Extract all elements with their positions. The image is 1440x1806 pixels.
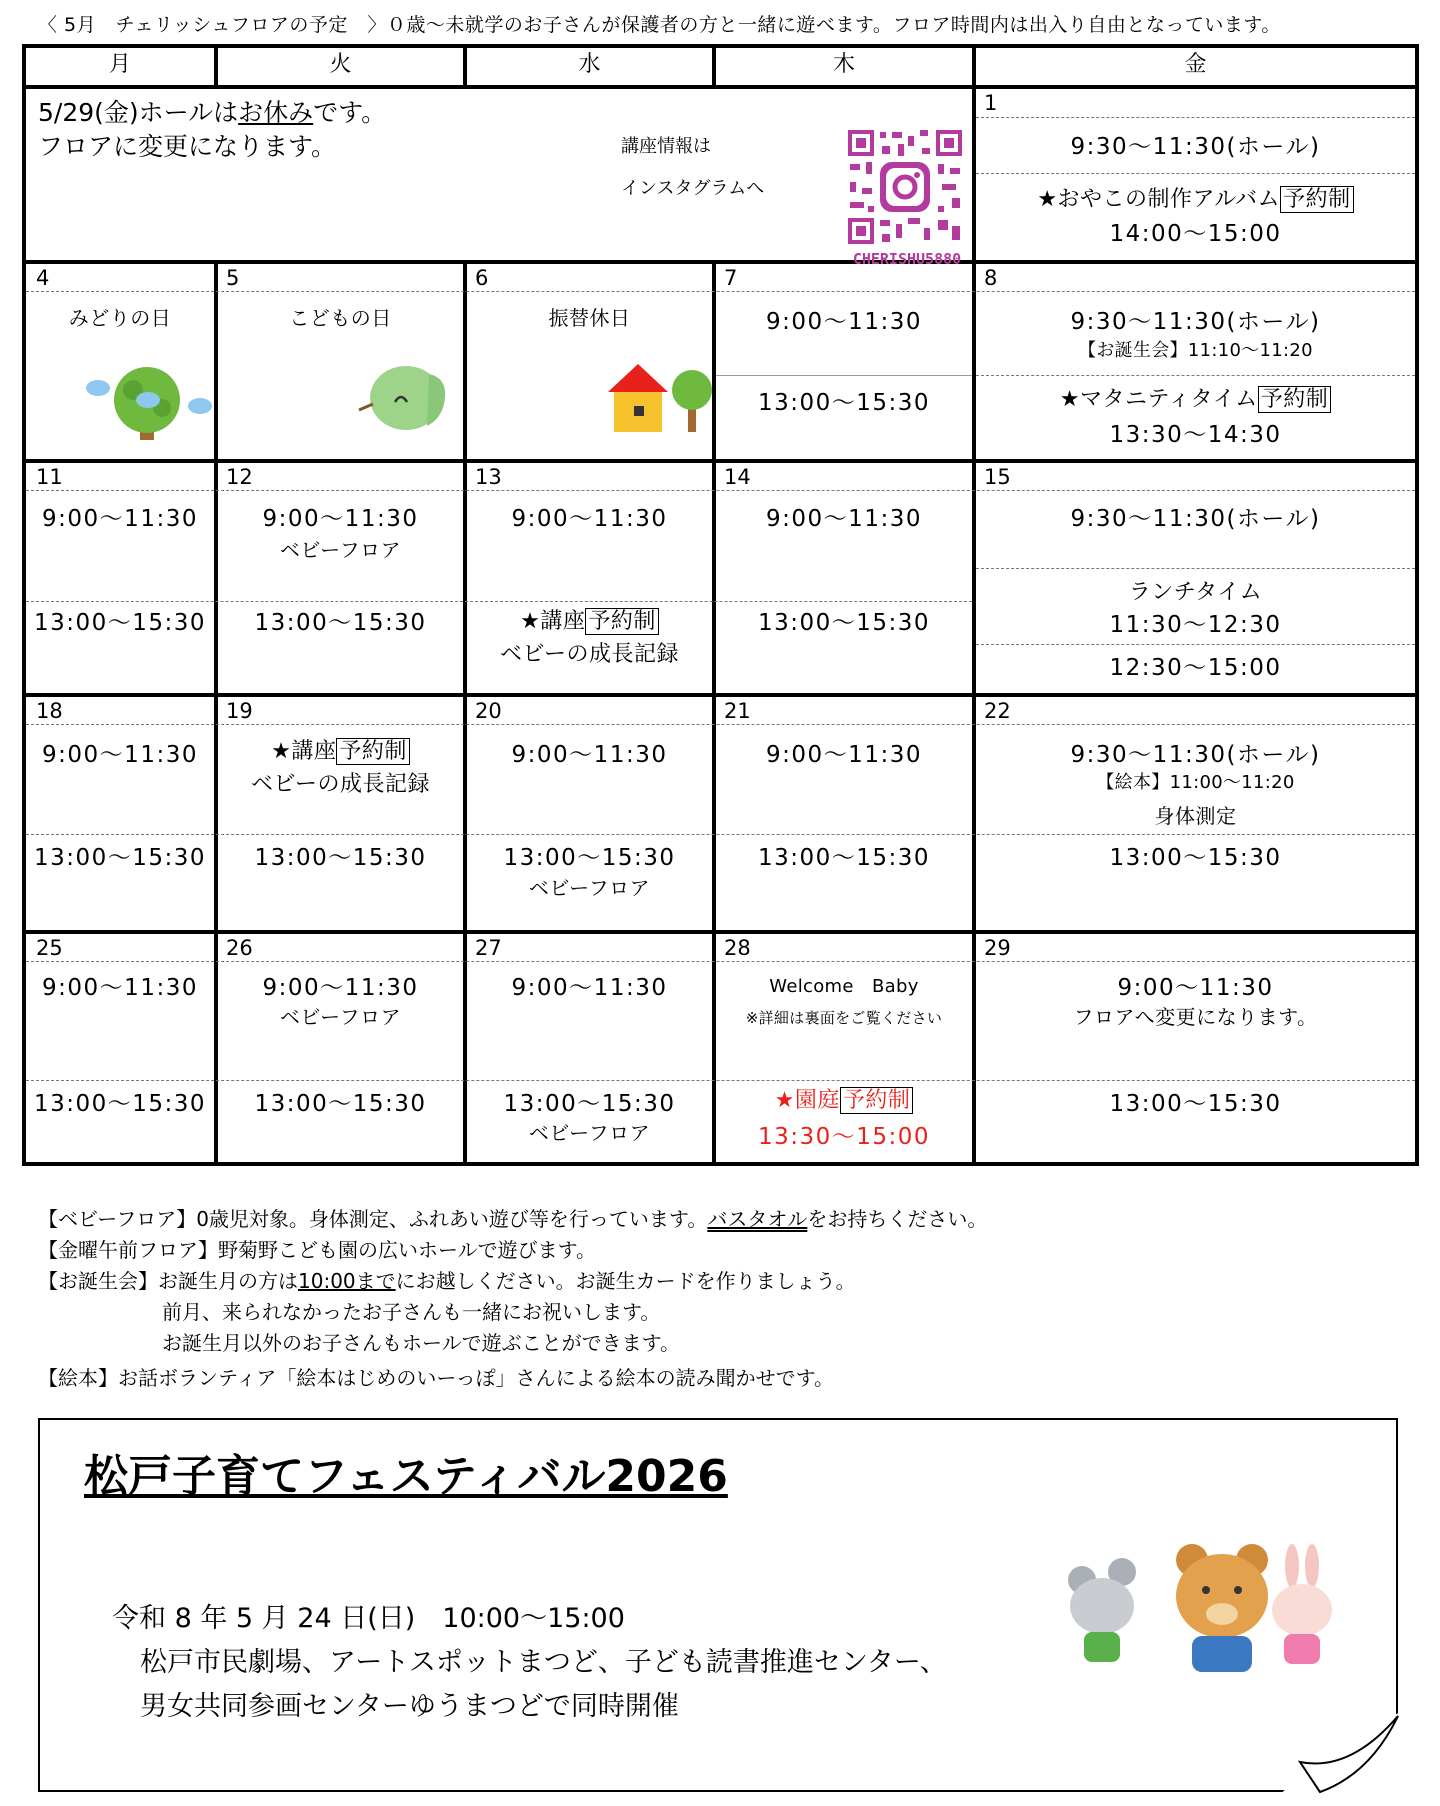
date-row-divider xyxy=(26,490,1415,491)
mon25-morning: 9:00～11:30 xyxy=(42,975,198,1001)
tue19-lecture-title: ベビーの成長記録 xyxy=(250,772,431,797)
wed13-morning: 9:00～11:30 xyxy=(511,506,668,532)
tree-illustration xyxy=(78,364,218,448)
date-21: 21 xyxy=(724,699,751,723)
date-4: 4 xyxy=(36,266,50,290)
fri29-afternoon: 13:00～15:30 xyxy=(1109,1091,1282,1117)
cell-divider xyxy=(976,568,1415,569)
thu14-afternoon: 13:00～15:30 xyxy=(757,610,931,636)
fri1-event-time: 14:00～15:00 xyxy=(1109,221,1282,247)
cell-divider xyxy=(976,117,1415,118)
date-28: 28 xyxy=(724,936,751,960)
wed27-afternoon: 13:00～15:30 xyxy=(503,1091,676,1117)
row-divider xyxy=(26,693,1415,697)
day-header-tue: 火 xyxy=(329,52,352,77)
page-header: 〈 5月 チェリッシュフロアの予定 〉０歳～未就学のお子さんが保護者の方と一緒に遊べます。フロア時間内は出入り自由となっています。 xyxy=(38,14,1281,36)
note-emphasis: 10:00まで xyxy=(298,1269,396,1293)
day-header-fri: 金 xyxy=(1184,52,1207,77)
fri8-maternity-time: 13:30～14:30 xyxy=(1109,422,1282,448)
fri15-lunch-time: 11:30～12:30 xyxy=(1109,612,1282,638)
date-8: 8 xyxy=(984,266,998,290)
row-divider xyxy=(26,930,1415,934)
thu21-afternoon: 13:00～15:30 xyxy=(757,845,931,871)
festival-venue-2: 男女共同参画センターゆうまつどで同時開催 xyxy=(140,1691,679,1722)
row-divider xyxy=(26,260,1415,264)
thu21-morning: 9:00～11:30 xyxy=(766,742,922,768)
day-header-wed: 水 xyxy=(578,52,601,77)
date-1: 1 xyxy=(984,91,998,115)
date-14: 14 xyxy=(724,465,751,489)
event-label: ★講座 xyxy=(520,609,586,634)
day-header-thu: 木 xyxy=(832,52,855,77)
fri1-event xyxy=(976,182,1415,213)
mon11-morning: 9:00～11:30 xyxy=(42,506,198,532)
fri29-morning: 9:00～11:30 xyxy=(1117,975,1274,1001)
tue26-morning: 9:00～11:30 xyxy=(262,975,419,1001)
thu7-morning: 9:00～11:30 xyxy=(766,309,922,335)
notice-text xyxy=(38,96,386,164)
note-birthday-2: 前月、来られなかったお子さんも一緒にお祝いします。 xyxy=(162,1300,661,1324)
cell-divider xyxy=(26,601,972,602)
thu28-garden xyxy=(716,1083,972,1114)
note-birthday-3: お誕生月以外のお子さんもホールで遊ぶことができます。 xyxy=(162,1331,680,1355)
event-label: ★園庭 xyxy=(774,1088,840,1113)
reservation-badge: 予約制 xyxy=(1280,186,1354,213)
date-row-divider xyxy=(26,961,1415,962)
cell-divider xyxy=(716,375,972,376)
cell-divider xyxy=(26,834,1415,835)
event-label: ★講座 xyxy=(271,739,337,764)
reservation-badge: 予約制 xyxy=(840,1087,914,1114)
note-friday: 【金曜午前フロア】野菊野こども園の広いホールで遊びます。 xyxy=(38,1238,596,1262)
note-emphasis: バスタオル xyxy=(707,1207,808,1231)
holiday-furikae: 振替休日 xyxy=(548,306,631,330)
fri22-picturebook: 【絵本】11:00～11:20 xyxy=(1096,772,1295,793)
date-7: 7 xyxy=(724,266,738,290)
note-text: 【お誕生会】お誕生月の方は xyxy=(38,1269,298,1293)
date-13: 13 xyxy=(475,465,502,489)
tue12-morning: 9:00～11:30 xyxy=(262,506,419,532)
wed27-morning: 9:00～11:30 xyxy=(511,975,668,1001)
cell-divider xyxy=(976,173,1415,174)
fri15-morning: 9:30～11:30(ホール) xyxy=(1070,506,1321,532)
tue19-lecture xyxy=(218,734,463,765)
tue26-babyfloor: ベビーフロア xyxy=(279,1005,402,1029)
day-header-mon: 月 xyxy=(108,52,131,77)
fri15-lunch: ランチタイム xyxy=(1128,580,1263,605)
note-text: 【ベビーフロア】0歳児対象。身体測定、ふれあい遊び等を行っています。 xyxy=(38,1207,708,1231)
date-25: 25 xyxy=(36,936,63,960)
festival-box xyxy=(38,1418,1398,1792)
event-label: ★マタニティタイム xyxy=(1059,387,1258,412)
fri22-measure: 身体測定 xyxy=(1154,804,1237,828)
qr-caption: CHERISHU5880 xyxy=(852,250,962,268)
fri8-morning: 9:30～11:30(ホール) xyxy=(1070,309,1321,335)
fri8-birthday: 【お誕生会】11:10～11:20 xyxy=(1078,340,1313,361)
festival-title: 松戸子育てフェスティバル2026 xyxy=(84,1451,728,1502)
thu28-detail: ※詳細は裏面をご覧ください xyxy=(745,1009,943,1027)
notice-line-1b: お休み xyxy=(238,98,314,127)
wed13-lecture-title: ベビーの成長記録 xyxy=(499,642,680,667)
tue12-afternoon: 13:00～15:30 xyxy=(254,610,427,636)
cell-divider xyxy=(26,1080,1415,1081)
date-19: 19 xyxy=(226,699,253,723)
reservation-badge: 予約制 xyxy=(585,608,659,635)
thu14-morning: 9:00～11:30 xyxy=(766,506,922,532)
cell-divider xyxy=(976,375,1415,376)
holiday-kodomo: こどもの日 xyxy=(289,306,392,330)
note-text: をお持ちください。 xyxy=(807,1207,988,1231)
notice-line-1a: 5/29(金)ホールは xyxy=(38,98,239,127)
thu28-garden-time: 13:30～15:00 xyxy=(757,1124,931,1150)
insta-text-1: 講座情報は xyxy=(621,136,711,157)
reservation-badge: 予約制 xyxy=(336,738,410,765)
holiday-midori: みどりの日 xyxy=(68,306,172,330)
date-26: 26 xyxy=(226,936,253,960)
date-12: 12 xyxy=(226,465,253,489)
insta-text-2: インスタグラムへ xyxy=(621,178,765,199)
calendar-table xyxy=(22,44,1419,1166)
leaf-illustration xyxy=(351,358,461,442)
fri15-afternoon: 12:30～15:00 xyxy=(1109,655,1282,681)
animals-illustration xyxy=(1042,1510,1342,1694)
wed20-babyfloor: ベビーフロア xyxy=(528,876,651,900)
date-row-divider xyxy=(26,724,1415,725)
fri22-morning: 9:30～11:30(ホール) xyxy=(1070,742,1321,768)
fri29-notice: フロアへ変更になります。 xyxy=(1073,1005,1318,1029)
date-15: 15 xyxy=(984,465,1011,489)
thu7-afternoon: 13:00～15:30 xyxy=(757,390,931,416)
mon18-afternoon: 13:00～15:30 xyxy=(33,845,207,871)
notice-line-1c: です。 xyxy=(313,98,387,127)
date-6: 6 xyxy=(475,266,489,290)
qr-code[interactable] xyxy=(846,128,964,246)
fri8-maternity xyxy=(976,382,1415,413)
note-babyfloor xyxy=(38,1203,987,1232)
date-18: 18 xyxy=(36,699,63,723)
event-label: ★おやこの制作アルバム xyxy=(1037,187,1281,212)
reservation-badge: 予約制 xyxy=(1258,386,1332,413)
fri22-afternoon: 13:00～15:30 xyxy=(1109,845,1282,871)
date-29: 29 xyxy=(984,936,1011,960)
thu28-welcome: Welcome Baby xyxy=(769,976,919,997)
wed20-morning: 9:00～11:30 xyxy=(511,742,668,768)
date-20: 20 xyxy=(475,699,502,723)
house-illustration xyxy=(604,358,714,442)
fri1-morning: 9:30～11:30(ホール) xyxy=(1070,134,1321,160)
date-27: 27 xyxy=(475,936,502,960)
festival-venue-1: 松戸市民劇場、アートスポットまつど、子ども読書推進センター、 xyxy=(140,1647,947,1678)
mon11-afternoon: 13:00～15:30 xyxy=(33,610,207,636)
wed20-afternoon: 13:00～15:30 xyxy=(503,845,676,871)
page-curl-icon xyxy=(1280,1712,1400,1794)
tue26-afternoon: 13:00～15:30 xyxy=(254,1091,427,1117)
notice-line-2: フロアに変更になります。 xyxy=(38,132,337,161)
cell-divider xyxy=(976,644,1415,645)
tue19-afternoon: 13:00～15:30 xyxy=(254,845,427,871)
note-picturebook: 【絵本】お話ボランティア「絵本はじめのいーっぽ」さんによる絵本の読み聞かせです。 xyxy=(38,1366,834,1390)
date-5: 5 xyxy=(226,266,240,290)
date-22: 22 xyxy=(984,699,1011,723)
tue12-babyfloor: ベビーフロア xyxy=(279,538,402,562)
mon25-afternoon: 13:00～15:30 xyxy=(33,1091,207,1117)
date-11: 11 xyxy=(36,465,63,489)
mon18-morning: 9:00～11:30 xyxy=(42,742,198,768)
note-text: にお越しください。お誕生カードを作りましょう。 xyxy=(395,1269,856,1293)
festival-date: 令和 8 年 5 月 24 日(日) 10:00～15:00 xyxy=(112,1603,625,1634)
row-divider xyxy=(26,459,1415,463)
note-birthday xyxy=(38,1265,856,1294)
wed13-lecture xyxy=(467,604,712,635)
date-row-divider xyxy=(26,291,1415,292)
wed27-babyfloor: ベビーフロア xyxy=(528,1121,651,1145)
